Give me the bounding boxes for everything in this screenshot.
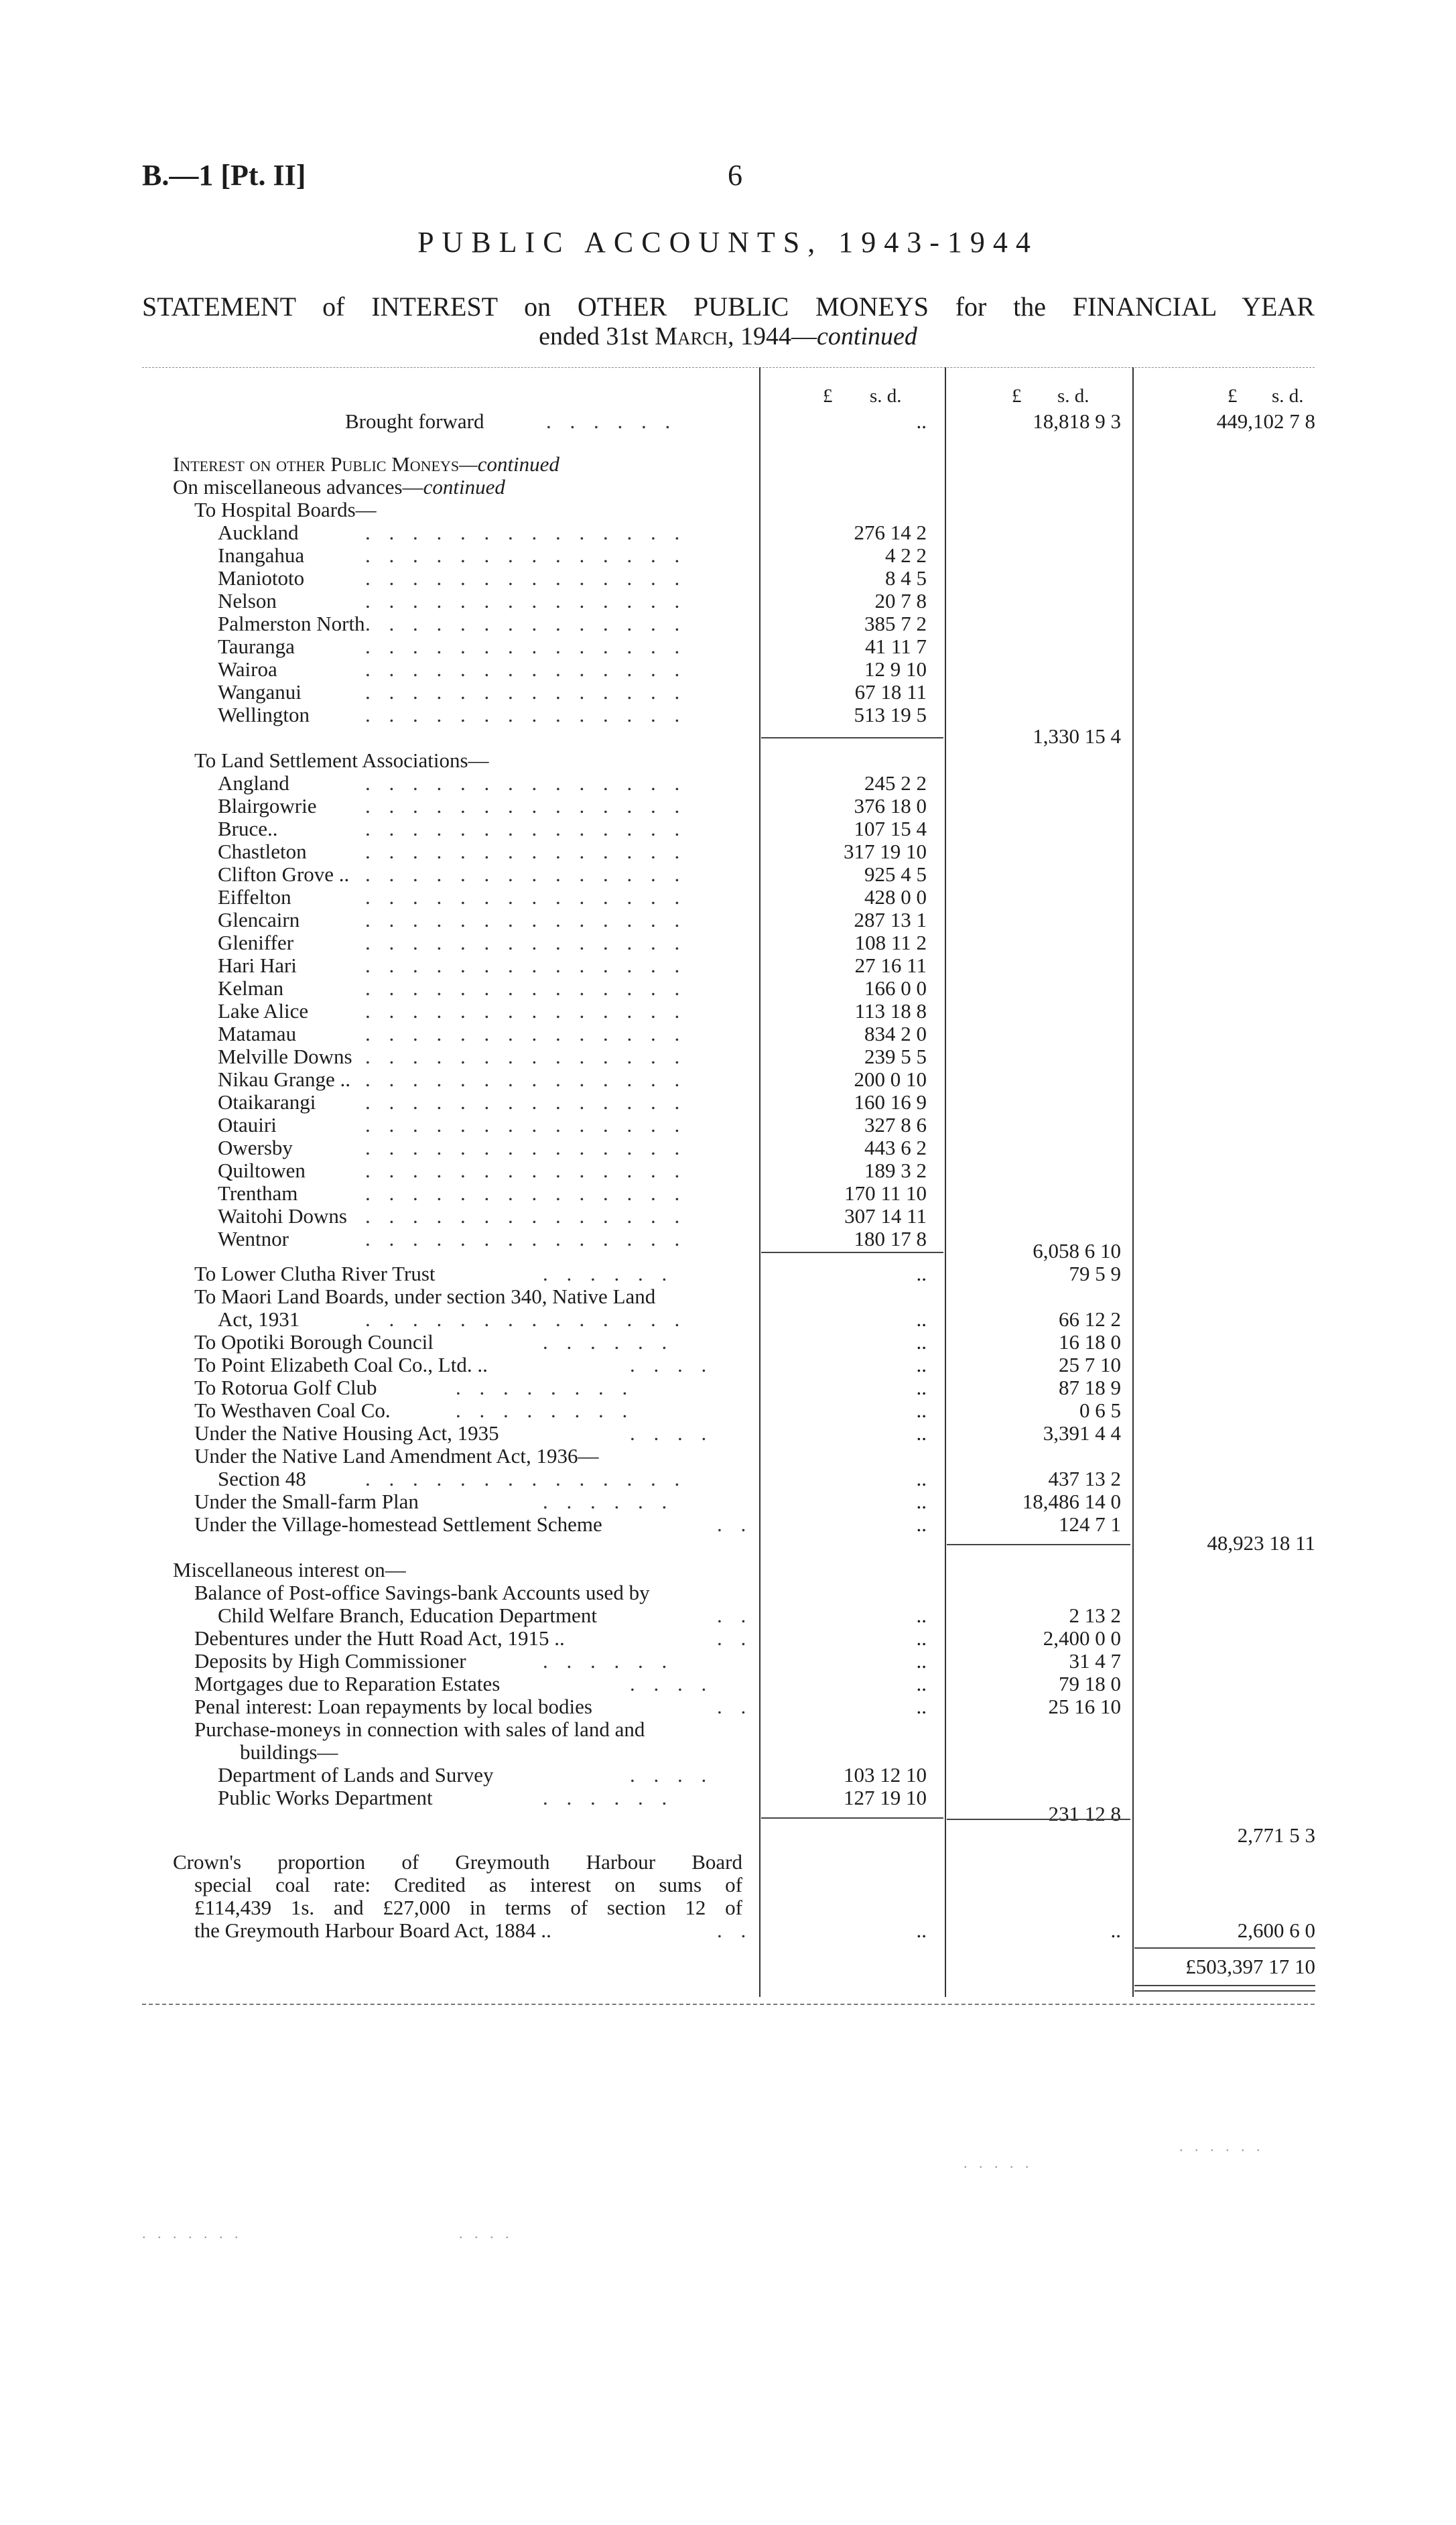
leader-dots: . . . . xyxy=(630,1672,714,1695)
leader-dots: . . . . . . . . . . . . . . xyxy=(365,1067,687,1091)
land-association-name: Bruce.. xyxy=(218,817,278,840)
land-association-amount: 307 14 11 xyxy=(844,1204,927,1228)
balance-row-a xyxy=(0,1581,1456,1604)
hospital-heading xyxy=(0,499,1456,521)
hospital-heading-text: To Hospital Boards— xyxy=(194,498,377,521)
native-land-col1: .. xyxy=(916,1467,927,1490)
land-association-row xyxy=(0,795,1456,818)
lands-survey-label: Department of Lands and Survey xyxy=(218,1763,494,1787)
leader-dots: . . . . . . xyxy=(543,1262,674,1285)
penal-col2: 25 16 10 xyxy=(1048,1695,1121,1718)
land-association-row xyxy=(0,931,1456,954)
mortgages-row xyxy=(0,1673,1456,1695)
village-col2: 124 7 1 xyxy=(1059,1512,1121,1536)
opotiki-col1: .. xyxy=(916,1330,927,1354)
grand-total-row xyxy=(0,1955,1456,1978)
misc-total-row xyxy=(0,1824,1456,1847)
leader-dots: . . . . . . xyxy=(543,1490,674,1513)
leader-dots: . . . . . . . . . . . . . . xyxy=(365,635,687,658)
purchase-row-a xyxy=(0,1718,1456,1741)
brought-forward-col1: .. xyxy=(916,409,927,433)
balance-col1: .. xyxy=(916,1604,927,1627)
debentures-label: Debentures under the Hutt Road Act, 1915 .. xyxy=(194,1626,565,1650)
col2-sd-header: s. d. xyxy=(1057,385,1089,407)
land-association-amount: 200 0 10 xyxy=(854,1067,927,1091)
brought-forward-row xyxy=(0,410,1456,433)
deposits-col2: 31 4 7 xyxy=(1069,1649,1121,1673)
misc-heading-text: Miscellaneous interest on— xyxy=(173,1558,406,1581)
land-association-amount: 239 5 5 xyxy=(864,1045,927,1068)
leader-dots: . . . . . . . . . . . . . . xyxy=(365,521,687,544)
advances-total-row xyxy=(0,1532,1456,1555)
village-label: Under the Village-homestead Settlement Scheme xyxy=(194,1512,602,1536)
land-association-amount: 245 2 2 xyxy=(864,771,927,795)
scan-speck: . . . . . xyxy=(964,2154,1033,2171)
land-association-row xyxy=(0,772,1456,795)
scan-speck: . . . . xyxy=(459,2225,513,2242)
grand-total: £503,397 17 10 xyxy=(1185,1955,1315,1978)
leader-dots: . . . . . . . . . . . . . . xyxy=(365,999,687,1023)
land-association-name: Matamau xyxy=(218,1022,297,1045)
hospital-board-amount: 513 19 5 xyxy=(854,703,927,726)
small-farm-col2: 18,486 14 0 xyxy=(1022,1490,1121,1513)
land-association-amount: 376 18 0 xyxy=(854,794,927,818)
purchase-total-row xyxy=(0,1803,1456,1825)
land-association-name: Owersby xyxy=(218,1136,293,1159)
land-association-amount: 160 16 9 xyxy=(854,1090,927,1114)
small-farm-label: Under the Small-farm Plan xyxy=(194,1490,419,1513)
deposits-row xyxy=(0,1650,1456,1673)
hospital-board-name: Palmerston North xyxy=(218,612,365,635)
scan-speck: . . . . . . xyxy=(1179,2138,1264,2154)
land-association-name: Glencairn xyxy=(218,908,300,931)
leader-dots: . . . . . . . . . . . . . . xyxy=(365,817,687,840)
brought-forward-col3: 449,102 7 8 xyxy=(1216,409,1315,433)
document-reference: B.—1 [Pt. II] xyxy=(142,159,306,192)
land-association-amount: 327 8 6 xyxy=(864,1113,927,1137)
subtitle-month: March xyxy=(655,322,728,350)
balance-label-a: Balance of Post-office Savings-bank Accounts used by xyxy=(194,1581,650,1604)
hospital-board-amount: 276 14 2 xyxy=(854,521,927,544)
leader-dots: . . . . . . . . . . . . . . xyxy=(365,976,687,1000)
brought-forward-col2: 18,818 9 3 xyxy=(1033,409,1121,433)
hospital-board-name: Auckland xyxy=(218,521,299,544)
page-title: PUBLIC ACCOUNTS, 1943-1944 xyxy=(417,226,1039,259)
hospital-total-row xyxy=(0,725,1456,748)
leader-dots: . . . . . . xyxy=(543,1786,674,1809)
native-land-row-a xyxy=(0,1445,1456,1468)
leader-dots: . . . . . . xyxy=(546,409,677,433)
land-association-name: Wentnor xyxy=(218,1227,289,1250)
land-association-row xyxy=(0,886,1456,909)
westhaven-col2: 0 6 5 xyxy=(1079,1399,1121,1422)
crown-row-4 xyxy=(0,1919,1456,1942)
leader-dots: . . . . xyxy=(630,1421,714,1445)
leader-dots: . . . . . . . . . . . . . . xyxy=(365,1022,687,1045)
leader-dots: . . . . . . . . xyxy=(456,1376,635,1399)
subtitle-part-a: ended 31st xyxy=(539,322,655,350)
rotorua-label: To Rotorua Golf Club xyxy=(194,1376,377,1399)
land-association-name: Kelman xyxy=(218,976,284,1000)
leader-dots: . . . . . . . . . . . . . . xyxy=(365,908,687,931)
land-association-name: Clifton Grove .. xyxy=(218,862,350,886)
balance-label-b: Child Welfare Branch, Education Department xyxy=(218,1604,597,1627)
land-association-row xyxy=(0,909,1456,931)
land-association-amount: 166 0 0 xyxy=(864,976,927,1000)
westhaven-label: To Westhaven Coal Co. xyxy=(194,1399,391,1422)
leader-dots: . . xyxy=(717,1695,753,1718)
hospital-board-name: Tauranga xyxy=(218,635,295,658)
leader-dots: . . . . . . . . . . . . . . xyxy=(365,954,687,977)
westhaven-row xyxy=(0,1399,1456,1422)
debentures-col2: 2,400 0 0 xyxy=(1043,1626,1121,1650)
leader-dots: . . xyxy=(717,1626,753,1650)
leader-dots: . . . . . . xyxy=(543,1649,674,1673)
deposits-label: Deposits by High Commissioner xyxy=(194,1649,466,1673)
land-association-name: Trentham xyxy=(218,1181,298,1205)
col1-sd-header: s. d. xyxy=(870,385,902,407)
maori-row-b xyxy=(0,1308,1456,1331)
land-association-amount: 180 17 8 xyxy=(854,1227,927,1250)
land-association-amount: 428 0 0 xyxy=(864,885,927,909)
leader-dots: . . xyxy=(717,1604,753,1627)
point-elizabeth-row xyxy=(0,1354,1456,1376)
land-association-amount: 189 3 2 xyxy=(864,1159,927,1182)
land-association-row xyxy=(0,1000,1456,1023)
land-heading-text: To Land Settlement Associations— xyxy=(194,749,489,772)
maori-col2: 66 12 2 xyxy=(1059,1307,1121,1331)
leader-dots: . . . . . . . . . . . . . . xyxy=(365,543,687,567)
land-association-name: Otauiri xyxy=(218,1113,277,1137)
crown-col2: .. xyxy=(1110,1919,1121,1942)
crown-line-1: Crown's proportion of Greymouth Harbour Board xyxy=(173,1850,742,1874)
native-housing-row xyxy=(0,1422,1456,1445)
crown-line-3: £114,439 1s. and £27,000 in terms of section 12 of xyxy=(194,1896,742,1919)
leader-dots: . . . . . . . . . . . . . . xyxy=(365,771,687,795)
hospital-board-amount: 8 4 5 xyxy=(885,566,927,590)
col1-pound-header: £ xyxy=(823,385,833,407)
land-association-amount: 27 16 11 xyxy=(854,954,927,977)
hospital-board-amount: 20 7 8 xyxy=(874,589,927,612)
native-land-col2: 437 13 2 xyxy=(1048,1467,1121,1490)
land-association-row xyxy=(0,1114,1456,1137)
leader-dots: . . . . . . . . . . . . . . xyxy=(365,885,687,909)
leader-dots: . . . . . . . . . . . . . . xyxy=(365,680,687,704)
leader-dots: . . . . . . xyxy=(543,1330,674,1354)
grand-total-rule-1 xyxy=(1134,1985,1315,1986)
land-association-row xyxy=(0,1137,1456,1159)
crown-line-4: the Greymouth Harbour Board Act, 1884 .. xyxy=(194,1919,551,1942)
hospital-board-row xyxy=(0,544,1456,567)
hospital-board-row xyxy=(0,704,1456,726)
purchase-label-b: buildings— xyxy=(240,1740,338,1764)
lands-survey-row xyxy=(0,1764,1456,1787)
leader-dots: . . . . . . . . . . . . . . xyxy=(365,1136,687,1159)
statement-title: STATEMENT of INTEREST on OTHER PUBLIC MONEYS for the FINANCIAL YEAR xyxy=(142,292,1315,322)
leader-dots: . . . . . . . . . . . . . . xyxy=(365,1181,687,1205)
hospital-board-name: Inangahua xyxy=(218,543,305,567)
lower-clutha-row xyxy=(0,1262,1456,1285)
bottom-rule xyxy=(142,2004,1315,2005)
land-association-row xyxy=(0,1068,1456,1091)
debentures-row xyxy=(0,1627,1456,1650)
rotorua-row xyxy=(0,1376,1456,1399)
mortgages-label: Mortgages due to Reparation Estates xyxy=(194,1672,501,1695)
leader-dots: . . . . . . . . . . . . . . xyxy=(365,1159,687,1182)
leader-dots: . . . . . . . . . . . . . . xyxy=(365,657,687,681)
hospital-board-row xyxy=(0,521,1456,544)
point-elizabeth-label: To Point Elizabeth Coal Co., Ltd. .. xyxy=(194,1353,488,1376)
leader-dots: . . . . xyxy=(630,1763,714,1787)
subtitle-continued: continued xyxy=(817,322,917,350)
statement-subtitle xyxy=(0,322,1456,351)
land-association-name: Nikau Grange .. xyxy=(218,1067,350,1091)
leader-dots: . . . . . . . . . . . . . . xyxy=(365,794,687,818)
land-total: 6,058 6 10 xyxy=(1033,1239,1121,1262)
opotiki-row xyxy=(0,1331,1456,1354)
maori-label-b: Act, 1931 xyxy=(218,1307,300,1331)
hospital-board-row xyxy=(0,612,1456,635)
native-housing-col2: 3,391 4 4 xyxy=(1043,1421,1121,1445)
crown-row-1 xyxy=(0,1851,1456,1874)
land-association-name: Blairgowrie xyxy=(218,794,317,818)
crown-line-2: special coal rate: Credited as interest on sums of xyxy=(194,1873,742,1896)
section-heading-text: Interest on other Public Moneys xyxy=(173,452,460,476)
subtitle-part-c: , 1944— xyxy=(728,322,817,350)
leader-dots: . . . . . . . . . . . . . . xyxy=(365,1227,687,1250)
leader-dots: . . . . . . . . . . . . . . xyxy=(365,1090,687,1114)
land-association-row xyxy=(0,1159,1456,1182)
land-association-amount: 443 6 2 xyxy=(864,1136,927,1159)
purchase-total: 231 12 8 xyxy=(1048,1802,1121,1825)
small-farm-col1: .. xyxy=(916,1490,927,1513)
rotorua-col2: 87 18 9 xyxy=(1059,1376,1121,1399)
land-association-amount: 107 15 4 xyxy=(854,817,927,840)
land-association-name: Angland xyxy=(218,771,289,795)
purchase-label-a: Purchase-moneys in connection with sales of land and xyxy=(194,1718,645,1741)
land-association-name: Waitohi Downs xyxy=(218,1204,347,1228)
lands-survey-col1: 103 12 10 xyxy=(844,1763,927,1787)
native-land-label-b: Section 48 xyxy=(218,1467,306,1490)
land-association-row xyxy=(0,1182,1456,1205)
hospital-board-amount: 12 9 10 xyxy=(864,657,927,681)
land-total-row xyxy=(0,1240,1456,1262)
leader-dots: . . . . . . . . . . . . . . xyxy=(365,931,687,954)
section-heading xyxy=(0,453,1456,476)
native-housing-col1: .. xyxy=(916,1421,927,1445)
lower-clutha-col1: .. xyxy=(916,1262,927,1285)
misc-heading xyxy=(0,1559,1456,1581)
page-number: 6 xyxy=(728,159,742,192)
subheading-text: On miscellaneous advances— xyxy=(173,475,423,499)
hospital-board-row xyxy=(0,567,1456,590)
land-association-row xyxy=(0,840,1456,863)
misc-subtotal-rule xyxy=(947,1819,1130,1820)
deposits-col1: .. xyxy=(916,1649,927,1673)
land-association-row xyxy=(0,977,1456,1000)
land-association-row xyxy=(0,954,1456,977)
penal-label: Penal interest: Loan repayments by local bodies xyxy=(194,1695,592,1718)
leader-dots: . . . . . . . . . . . . . . xyxy=(365,612,687,635)
advances-total: 48,923 18 11 xyxy=(1207,1531,1315,1555)
opotiki-col2: 16 18 0 xyxy=(1059,1330,1121,1354)
mortgages-col2: 79 18 0 xyxy=(1059,1672,1121,1695)
brought-forward-label: Brought forward xyxy=(345,409,484,433)
hospital-board-name: Wellington xyxy=(218,703,310,726)
village-col1: .. xyxy=(916,1512,927,1536)
hospital-board-row xyxy=(0,658,1456,681)
hospital-board-name: Nelson xyxy=(218,589,277,612)
land-association-row xyxy=(0,863,1456,886)
leader-dots: . . . . . . . . . . . . . . xyxy=(365,1307,687,1331)
hospital-board-amount: 4 2 2 xyxy=(885,543,927,567)
native-housing-label: Under the Native Housing Act, 1935 xyxy=(194,1421,499,1445)
hospital-board-amount: 385 7 2 xyxy=(864,612,927,635)
maori-row-a xyxy=(0,1285,1456,1308)
leader-dots: . . . . . . . . . . . . . . xyxy=(365,862,687,886)
mortgages-col1: .. xyxy=(916,1672,927,1695)
hospital-board-amount: 67 18 11 xyxy=(854,680,927,704)
land-association-row xyxy=(0,1205,1456,1228)
opotiki-label: To Opotiki Borough Council xyxy=(194,1330,434,1354)
hospital-board-name: Wairoa xyxy=(218,657,277,681)
col3-pound-header: £ xyxy=(1228,385,1238,407)
rotorua-col1: .. xyxy=(916,1376,927,1399)
native-land-row-b xyxy=(0,1468,1456,1490)
land-association-name: Eiffelton xyxy=(218,885,291,909)
hospital-board-row xyxy=(0,635,1456,658)
scan-speck: . . . . . . . xyxy=(142,2225,243,2242)
hospital-board-name: Maniototo xyxy=(218,566,305,590)
land-association-name: Gleniffer xyxy=(218,931,294,954)
land-association-amount: 834 2 0 xyxy=(864,1022,927,1045)
leader-dots: . . . . . . . . . . . . . . xyxy=(365,1467,687,1490)
hospital-total: 1,330 15 4 xyxy=(1033,724,1121,748)
land-association-amount: 925 4 5 xyxy=(864,862,927,886)
crown-row-3 xyxy=(0,1896,1456,1919)
small-farm-row xyxy=(0,1490,1456,1513)
land-association-name: Otaikarangi xyxy=(218,1090,316,1114)
crown-col3: 2,600 6 0 xyxy=(1237,1919,1315,1942)
land-association-amount: 170 11 10 xyxy=(844,1181,927,1205)
balance-row-b xyxy=(0,1604,1456,1627)
leader-dots: . . xyxy=(717,1512,753,1536)
grand-total-top-rule xyxy=(1134,1947,1315,1949)
penal-col1: .. xyxy=(916,1695,927,1718)
land-heading xyxy=(0,749,1456,772)
leader-dots: . . . . . . . . . . . . . . xyxy=(365,1204,687,1228)
leader-dots: . . . . xyxy=(630,1353,714,1376)
lower-clutha-col2: 79 5 9 xyxy=(1069,1262,1121,1285)
subheading-continued: continued xyxy=(423,475,505,499)
crown-col1: .. xyxy=(916,1919,927,1942)
land-association-row xyxy=(0,1023,1456,1045)
land-association-amount: 113 18 8 xyxy=(854,999,927,1023)
westhaven-col1: .. xyxy=(916,1399,927,1422)
lower-clutha-label: To Lower Clutha River Trust xyxy=(194,1262,436,1285)
top-rule xyxy=(142,367,1315,368)
point-elizabeth-col2: 25 7 10 xyxy=(1059,1353,1121,1376)
leader-dots: . . . . . . . . . . . . . . xyxy=(365,1113,687,1137)
leader-dots: . . . . . . . . . . . . . . xyxy=(365,1045,687,1068)
section-subheading xyxy=(0,476,1456,499)
land-association-amount: 317 19 10 xyxy=(844,840,927,863)
land-association-name: Quiltowen xyxy=(218,1159,306,1182)
land-association-row xyxy=(0,1045,1456,1068)
leader-dots: . . . . . . . . xyxy=(456,1399,635,1422)
debentures-col1: .. xyxy=(916,1626,927,1650)
section-heading-continued: —continued xyxy=(459,452,559,476)
native-land-label-a: Under the Native Land Amendment Act, 1936— xyxy=(194,1444,599,1468)
point-elizabeth-col1: .. xyxy=(916,1353,927,1376)
maori-label-a: To Maori Land Boards, under section 340, Native Land xyxy=(194,1285,656,1308)
misc-total: 2,771 5 3 xyxy=(1237,1823,1315,1847)
col2-pound-header: £ xyxy=(1012,385,1022,407)
leader-dots: . . xyxy=(717,1919,753,1942)
crown-row-2 xyxy=(0,1874,1456,1896)
purchase-row-b xyxy=(0,1741,1456,1764)
land-association-amount: 108 11 2 xyxy=(854,931,927,954)
land-association-row xyxy=(0,1091,1456,1114)
hospital-board-row xyxy=(0,681,1456,704)
public-works-label: Public Works Department xyxy=(218,1786,433,1809)
grand-total-rule-2 xyxy=(1134,1990,1315,1992)
hospital-board-name: Wanganui xyxy=(218,680,302,704)
land-association-name: Chastleton xyxy=(218,840,307,863)
land-association-name: Melville Downs xyxy=(218,1045,352,1068)
maori-col1: .. xyxy=(916,1307,927,1331)
col3-sd-header: s. d. xyxy=(1272,385,1304,407)
public-works-col1: 127 19 10 xyxy=(844,1786,927,1809)
balance-col2: 2 13 2 xyxy=(1069,1604,1121,1627)
penal-row xyxy=(0,1695,1456,1718)
land-association-row xyxy=(0,818,1456,840)
leader-dots: . . . . . . . . . . . . . . xyxy=(365,703,687,726)
leader-dots: . . . . . . . . . . . . . . xyxy=(365,840,687,863)
leader-dots: . . . . . . . . . . . . . . xyxy=(365,566,687,590)
land-association-name: Hari Hari xyxy=(218,954,297,977)
land-association-amount: 287 13 1 xyxy=(854,908,927,931)
hospital-board-row xyxy=(0,590,1456,612)
leader-dots: . . . . . . . . . . . . . . xyxy=(365,589,687,612)
land-association-name: Lake Alice xyxy=(218,999,309,1023)
hospital-board-amount: 41 11 7 xyxy=(865,635,927,658)
